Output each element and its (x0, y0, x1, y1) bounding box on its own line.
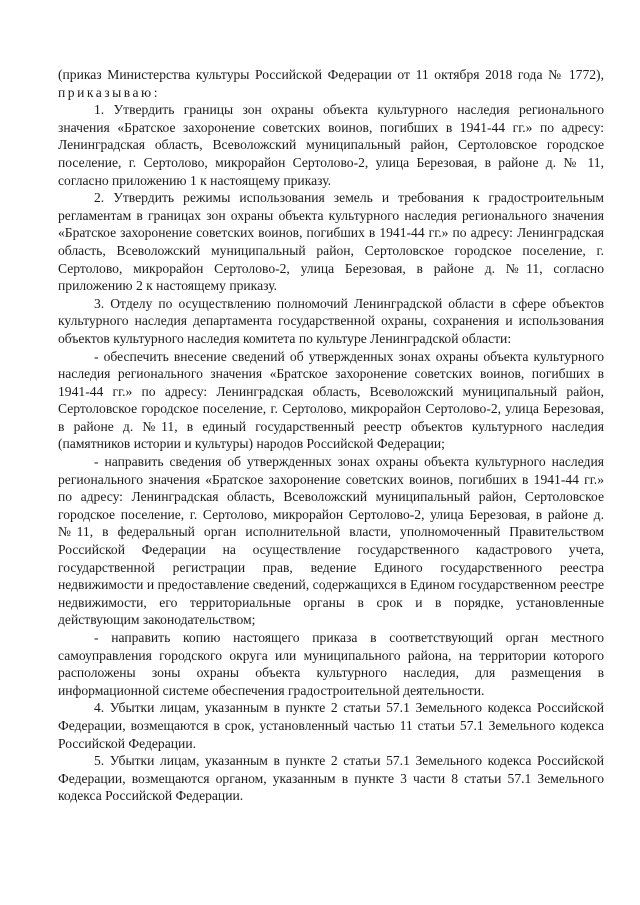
document-page (58, 66, 604, 805)
intro-command: приказываю: (58, 84, 160, 100)
paragraph-3-department-instructions: 3. Отделу по осуществлению полномочий Ленинградской области в сфере объектов культурного наследия департамента государственной охраны, сохранения и использования объектов культурного наследия комитета по культуре Ленинградской области: (58, 295, 604, 346)
list-item-local-government: - направить копию настоящего приказа в соответствующий орган местного самоуправления городского округа или муниципального района, на территории которого расположены зоны охраны объекта культурного наследия, для размещения в информационной системе обеспечения градостроительной деятельности. (58, 630, 604, 698)
paragraph-2-land-use-regimes: 2. Утвердить режимы использования земель и требования к градостроительным регламентам в границах зон охраны объекта культурного наследия регионального значения «Братское захоронение советских воинов, погибших в 1941-44 гг.» по адресу: Ленинградская область, Всеволожский муниципальный район, Сертоловское городское поселение, г. Сертолово, микрорайон Сертолово-2, улица Березовая, в районе д. №11, согласно приложению 2 к настоящему приказу. (58, 190, 604, 294)
paragraph-1-boundaries: 1. Утвердить границы зон охраны объекта культурного наследия регионального значения «Братское захоронение советских воинов, погибших в 1941-44 гг.» по адресу: Ленинградская область, Всеволожский муниципальный район, Сертоловское городское поселение, г. Сертолово, микрорайон Сертолово-2, улица Березовая, в районе д. № 11, согласно приложению 1 к настоящему приказу. (58, 102, 604, 188)
list-item-register-entry: - обеспечить внесение сведений об утвержденных зонах охраны объекта культурного наследия регионального значения «Братское захоронение советских воинов, погибших в 1941-44 гг.» по адресу: Ленинградская область, Всеволожский муниципальный район, Сертоловское городское поселение, г. Сертолово, микрорайон Сертолово-2, улица Березовая, в районе д. №11, в единый государственный реестр объектов культурного наследия (памятников истории и культуры) народов Российской Федерации; (58, 348, 604, 452)
paragraph-5-losses-body: 5. Убытки лицам, указанным в пункте 2 статьи 57.1 Земельного кодекса Российской Федерации, возмещаются органом, указанным в пункте 3 части 8 статьи 57.1 Земельного кодекса Российской Федерации. (58, 753, 604, 804)
intro-text: (приказ Министерства культуры Российской Федерации от 11 октября 2018 года № 1772), (58, 67, 604, 82)
paragraph-4-losses-term: 4. Убытки лицам, указанным в пункте 2 статьи 57.1 Земельного кодекса Российской Федерации, возмещаются в срок, установленный частью 11 статьи 57.1 Земельного кодекса Российской Федерации. (58, 700, 604, 751)
list-item-federal-agency: - направить сведения об утвержденных зонах охраны объекта культурного наследия регионального значения «Братское захоронение советских воинов, погибших в 1941-44 гг.» по адресу: Ленинградская область, Всеволожский муниципальный район, Сертоловское городское поселение, г. Сертолово, микрорайон Сертолово-2, улица Березовая, в районе д. №11, в федеральный орган исполнительной власти, уполномоченный Правительством Российской Федерации на осуществление государственного кадастрового учета, государственной регистрации прав, ведение Единого государственного реестра недвижимости и предоставление сведений, содержащихся в Едином государственном реестре недвижимости, его территориальные органы в срок и в порядке, установленные действующим законодательством; (58, 454, 604, 628)
intro-paragraph (58, 66, 604, 101)
